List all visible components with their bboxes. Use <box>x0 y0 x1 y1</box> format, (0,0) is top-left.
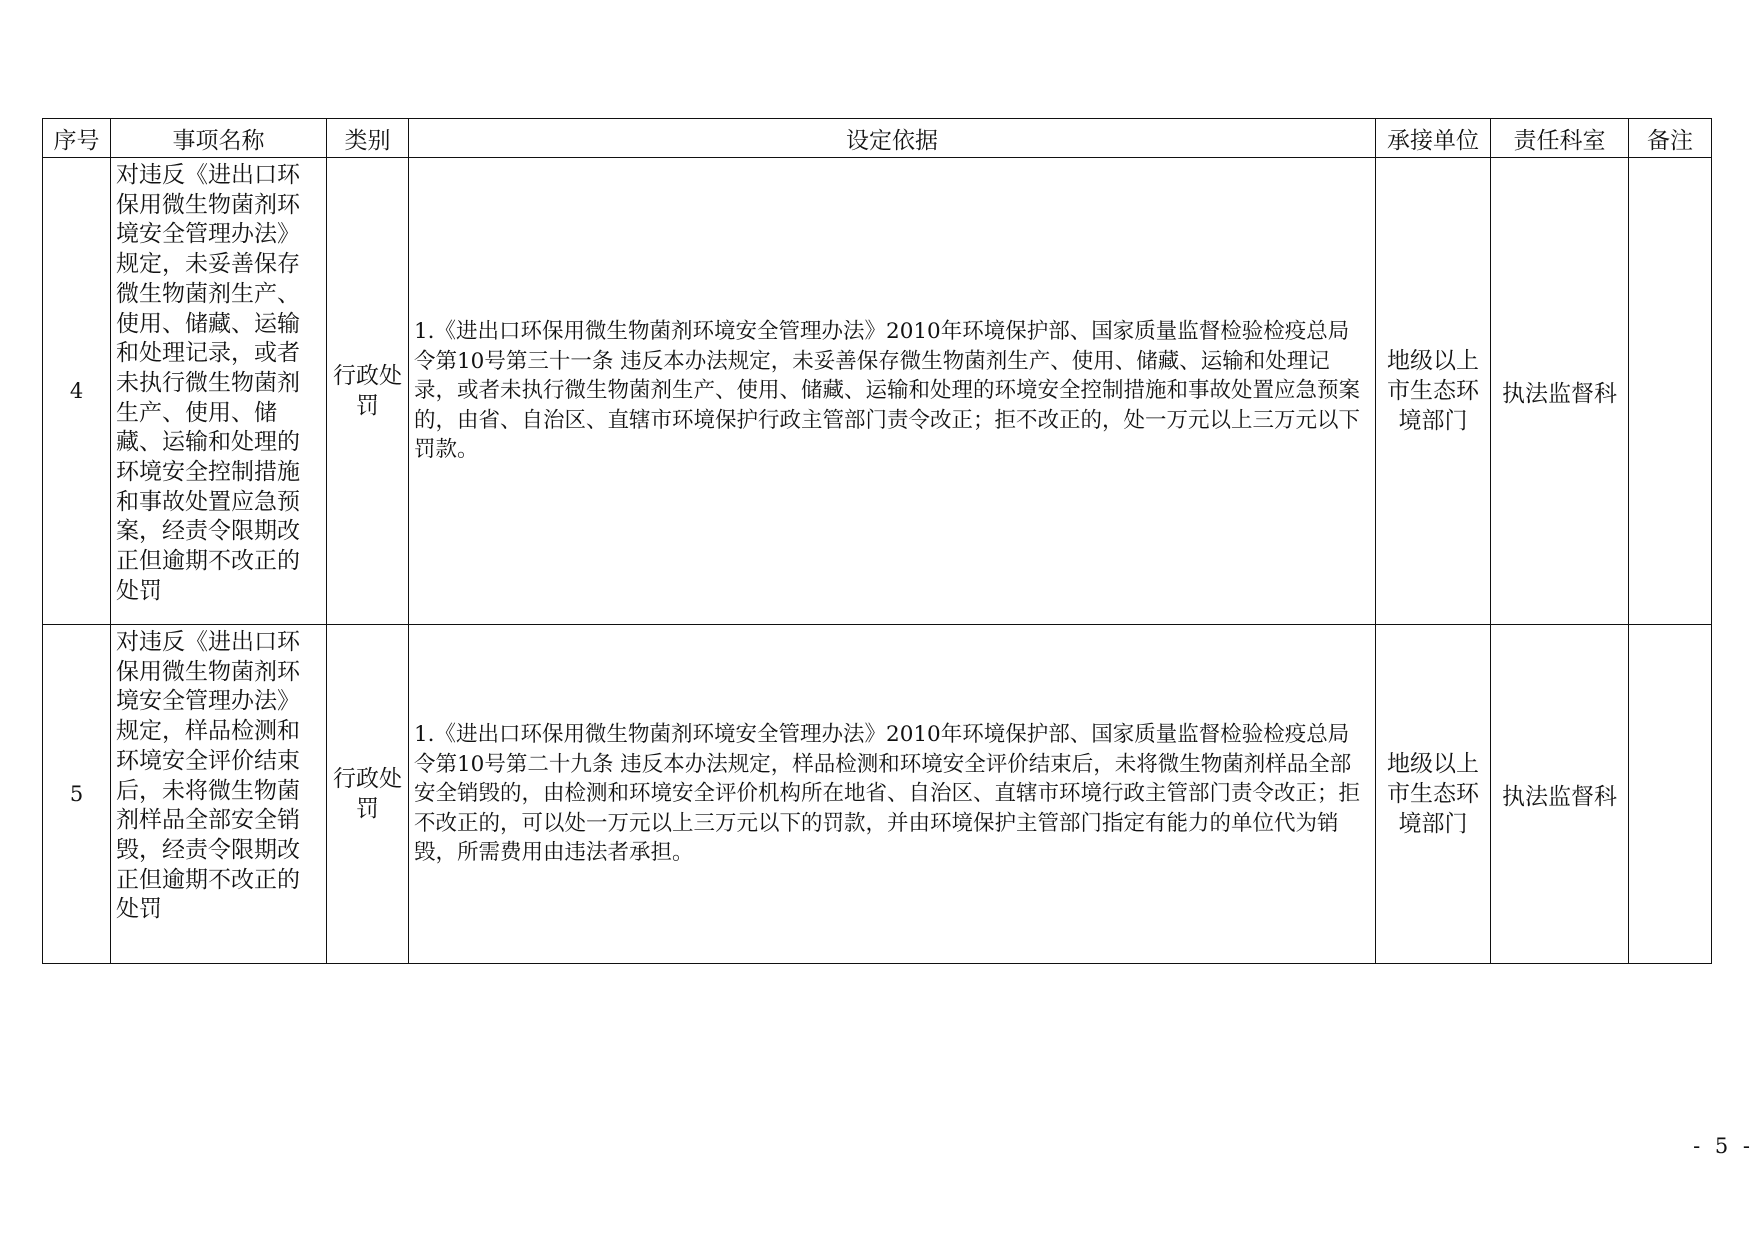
cell-remarks <box>1629 158 1712 625</box>
cell-serial-no: 5 <box>43 625 111 964</box>
cell-category: 行政处罚 <box>327 158 409 625</box>
header-responsible-office: 责任科室 <box>1491 119 1629 158</box>
page-number: - 5 - <box>1693 1134 1754 1158</box>
cell-remarks <box>1629 625 1712 964</box>
header-remarks: 备注 <box>1629 119 1712 158</box>
header-undertaking-unit: 承接单位 <box>1376 119 1491 158</box>
header-serial-no: 序号 <box>43 119 111 158</box>
header-row <box>43 119 1712 158</box>
cell-item-name: 对违反《进出口环保用微生物菌剂环境安全管理办法》规定，未妥善保存微生物菌剂生产、使用、储藏、运输和处理记录，或者未执行微生物菌剂生产、使用、储藏、运输和处理的环境安全控制措施和事故处置应急预案，经责令限期改正但逾期不改正的处罚 <box>111 158 327 625</box>
items-table <box>42 118 1712 964</box>
cell-undertaking-unit: 地级以上市生态环境部门 <box>1376 158 1491 625</box>
cell-serial-no: 4 <box>43 158 111 625</box>
cell-responsible-office: 执法监督科 <box>1491 158 1629 625</box>
table-row <box>43 158 1712 625</box>
header-item-name: 事项名称 <box>111 119 327 158</box>
table-row <box>43 625 1712 964</box>
cell-responsible-office: 执法监督科 <box>1491 625 1629 964</box>
cell-item-name: 对违反《进出口环保用微生物菌剂环境安全管理办法》规定，样品检测和环境安全评价结束后，未将微生物菌剂样品全部安全销毁，经责令限期改正但逾期不改正的处罚 <box>111 625 327 964</box>
cell-legal-basis: 1.《进出口环保用微生物菌剂环境安全管理办法》2010年环境保护部、国家质量监督检验检疫总局令第10号第三十一条 违反本办法规定，未妥善保存微生物菌剂生产、使用、储藏、运输和处理记录，或者未执行微生物菌剂生产、使用、储藏、运输和处理的环境安全控制措施和事故处置应急预案的，由省、自治区、直辖市环境保护行政主管部门责令改正；拒不改正的，处一万元以上三万元以下罚款。 <box>409 158 1376 625</box>
cell-category: 行政处罚 <box>327 625 409 964</box>
cell-legal-basis: 1.《进出口环保用微生物菌剂环境安全管理办法》2010年环境保护部、国家质量监督检验检疫总局令第10号第二十九条 违反本办法规定，样品检测和环境安全评价结束后，未将微生物菌剂样品全部安全销毁的，由检测和环境安全评价机构所在地省、自治区、直辖市环境行政主管部门责令改正；拒不改正的，可以处一万元以上三万元以下的罚款，并由环境保护主管部门指定有能力的单位代为销毁，所需费用由违法者承担。 <box>409 625 1376 964</box>
header-legal-basis: 设定依据 <box>409 119 1376 158</box>
header-category: 类别 <box>327 119 409 158</box>
cell-undertaking-unit: 地级以上市生态环境部门 <box>1376 625 1491 964</box>
